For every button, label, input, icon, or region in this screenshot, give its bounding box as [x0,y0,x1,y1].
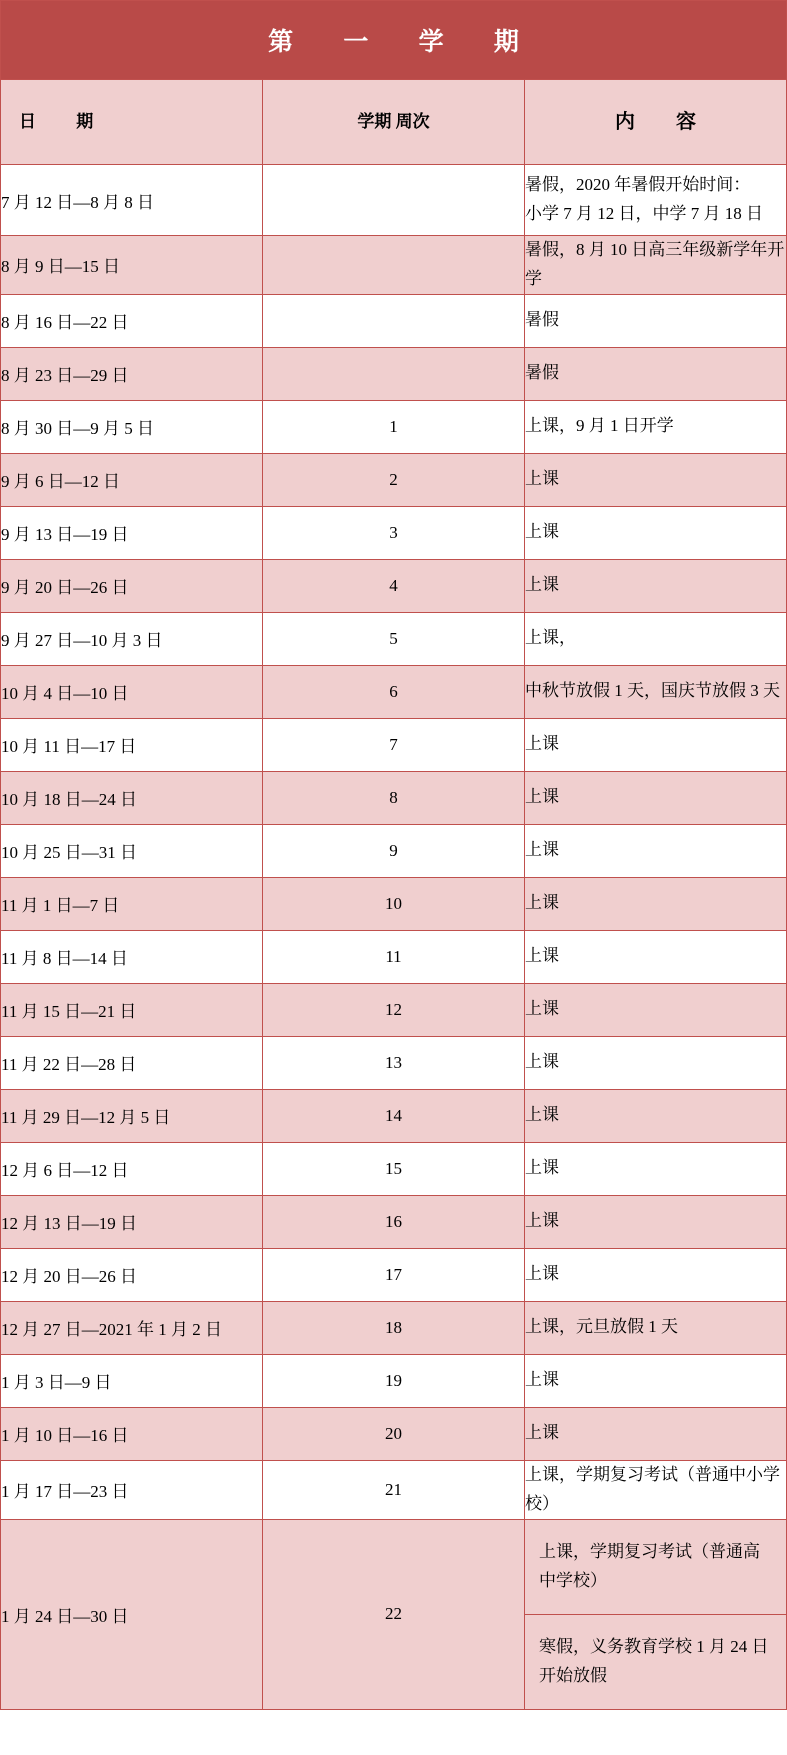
column-header-week [263,80,525,165]
table-row [1,1036,787,1089]
cell-week-number: 13 [263,1036,525,1089]
table-row [1,1195,787,1248]
cell-date: 10 月 25 日—31 日 [1,824,263,877]
cell-content [525,1195,787,1248]
column-header-date: 日 期 [1,80,263,165]
cell-week-number: 6 [263,665,525,718]
cell-content [525,294,787,347]
cell-content-line: 上课 [525,1264,559,1284]
cell-week-number: 15 [263,1142,525,1195]
cell-content [525,453,787,506]
table-row [1,665,787,718]
cell-date: 8 月 23 日—29 日 [1,347,263,400]
cell-date: 9 月 6 日—12 日 [1,453,263,506]
cell-content-line: 上课，学期复习考试（普通中小学校） [525,1464,780,1513]
cell-date: 9 月 13 日—19 日 [1,506,263,559]
cell-content-line: 上课 [525,734,559,754]
cell-content-line: 中秋节放假 1 天，国庆节放假 3 天 [525,681,780,701]
cell-content-line: 暑假，8 月 10 日高三年级新学年开学 [525,240,785,288]
cell-content [525,983,787,1036]
cell-week-number: 22 [263,1519,525,1709]
cell-week-number: 10 [263,877,525,930]
cell-week-number: 2 [263,453,525,506]
cell-date: 12 月 20 日—26 日 [1,1248,263,1301]
cell-content-line: 上课 [525,575,559,595]
table-row [1,1089,787,1142]
cell-date: 1 月 3 日—9 日 [1,1354,263,1407]
table-row [1,983,787,1036]
cell-content [525,506,787,559]
cell-content-line: 上课 [525,787,559,807]
table-row [1,1248,787,1301]
cell-week-number: 17 [263,1248,525,1301]
cell-week-number: 14 [263,1089,525,1142]
cell-week-number: 5 [263,612,525,665]
cell-week-number: 21 [263,1460,525,1519]
cell-week-number: 19 [263,1354,525,1407]
cell-date: 10 月 4 日—10 日 [1,665,263,718]
cell-content-line: 上课 [525,840,559,860]
cell-week-number: 11 [263,930,525,983]
cell-content [525,612,787,665]
cell-date: 10 月 18 日—24 日 [1,771,263,824]
cell-content-line: 小学 7 月 12 日，中学 7 月 18 日 [525,204,763,223]
cell-content-line: 暑假，2020 年暑假开始时间： [525,175,751,195]
cell-content [525,559,787,612]
cell-content [525,1089,787,1142]
cell-date: 11 月 8 日—14 日 [1,930,263,983]
cell-week-number [263,347,525,400]
cell-content [525,824,787,877]
cell-content [525,347,787,400]
cell-content-line: 上课，元旦放假 1 天 [525,1317,678,1337]
page-title: 第 一 学 期 [1,1,787,80]
cell-content [525,1354,787,1407]
cell-week-number [263,236,525,295]
table-row [1,400,787,453]
table-row [1,877,787,930]
cell-content [525,165,787,236]
table-row [1,771,787,824]
cell-content [525,1142,787,1195]
column-header-week-line1: 学期 [357,111,392,131]
title-row [1,1,787,80]
cell-date: 12 月 6 日—12 日 [1,1142,263,1195]
cell-date: 8 月 9 日—15 日 [1,236,263,295]
table-row [1,824,787,877]
cell-week-number [263,165,525,236]
cell-content [525,930,787,983]
calendar-rows [1,165,787,1710]
cell-content-line: 暑假 [525,363,559,383]
table-row [1,347,787,400]
cell-content-line: 上课 [525,893,559,913]
cell-date: 9 月 20 日—26 日 [1,559,263,612]
cell-content [525,1248,787,1301]
cell-content [525,1407,787,1460]
cell-date: 12 月 27 日—2021 年 1 月 2 日 [1,1301,263,1354]
cell-content [525,665,787,718]
cell-content-line: 上课 [525,1105,559,1125]
cell-content-line: 上课 [525,1052,559,1072]
cell-content [525,1460,787,1519]
cell-content-line: 上课 [525,1158,559,1178]
cell-content [525,1519,787,1709]
table-row [1,294,787,347]
cell-date: 8 月 16 日—22 日 [1,294,263,347]
cell-content-line: 上课 [525,999,559,1019]
table-row [1,1519,787,1709]
cell-content [525,771,787,824]
column-header-week-line2: 周次 [395,111,430,131]
table-row [1,1460,787,1519]
table-row [1,559,787,612]
cell-content-line: 上课，9 月 1 日开学 [525,416,674,436]
cell-date: 12 月 13 日—19 日 [1,1195,263,1248]
cell-week-number: 3 [263,506,525,559]
cell-content-line: 寒假，义务教育学校 1 月 24 日开始放假 [539,1636,769,1685]
cell-week-number: 4 [263,559,525,612]
cell-content-line: 上课，学期复习考试（普通高中学校） [525,1520,786,1615]
cell-week-number: 12 [263,983,525,1036]
cell-date: 11 月 1 日—7 日 [1,877,263,930]
cell-week-number: 18 [263,1301,525,1354]
cell-week-number [263,294,525,347]
table-row [1,612,787,665]
cell-week-number: 16 [263,1195,525,1248]
cell-date: 9 月 27 日—10 月 3 日 [1,612,263,665]
cell-date: 1 月 10 日—16 日 [1,1407,263,1460]
table-row [1,1354,787,1407]
cell-date: 11 月 15 日—21 日 [1,983,263,1036]
table-row [1,453,787,506]
cell-date: 11 月 29 日—12 月 5 日 [1,1089,263,1142]
header-row [1,80,787,165]
cell-content [525,1036,787,1089]
cell-date: 7 月 12 日—8 月 8 日 [1,165,263,236]
cell-week-number: 1 [263,400,525,453]
table-row [1,165,787,236]
table-row [1,1407,787,1460]
cell-week-number: 8 [263,771,525,824]
cell-date: 1 月 24 日—30 日 [1,1519,263,1709]
cell-content-line: 上课 [525,1423,559,1443]
cell-week-number: 9 [263,824,525,877]
cell-date: 8 月 30 日—9 月 5 日 [1,400,263,453]
cell-content [525,1301,787,1354]
table-row [1,930,787,983]
cell-content [525,877,787,930]
cell-content-line: 上课 [525,469,559,489]
cell-week-number: 7 [263,718,525,771]
cell-content-line: 上课 [525,946,559,966]
cell-content-line: 上课 [525,1211,559,1231]
cell-content-line: 上课， [525,628,576,648]
cell-content-line: 上课 [525,1370,559,1390]
column-header-content: 内 容 [525,80,787,165]
cell-date: 11 月 22 日—28 日 [1,1036,263,1089]
cell-content [525,718,787,771]
cell-content-line: 上课 [525,522,559,542]
cell-date: 10 月 11 日—17 日 [1,718,263,771]
cell-content-split [525,1520,786,1709]
cell-content-line: 暑假 [525,310,559,330]
table-row [1,1142,787,1195]
table-row [1,506,787,559]
cell-content [525,236,787,295]
cell-date: 1 月 17 日—23 日 [1,1460,263,1519]
cell-week-number: 20 [263,1407,525,1460]
cell-content [525,400,787,453]
table-row [1,236,787,295]
table-row [1,1301,787,1354]
table-row [1,718,787,771]
